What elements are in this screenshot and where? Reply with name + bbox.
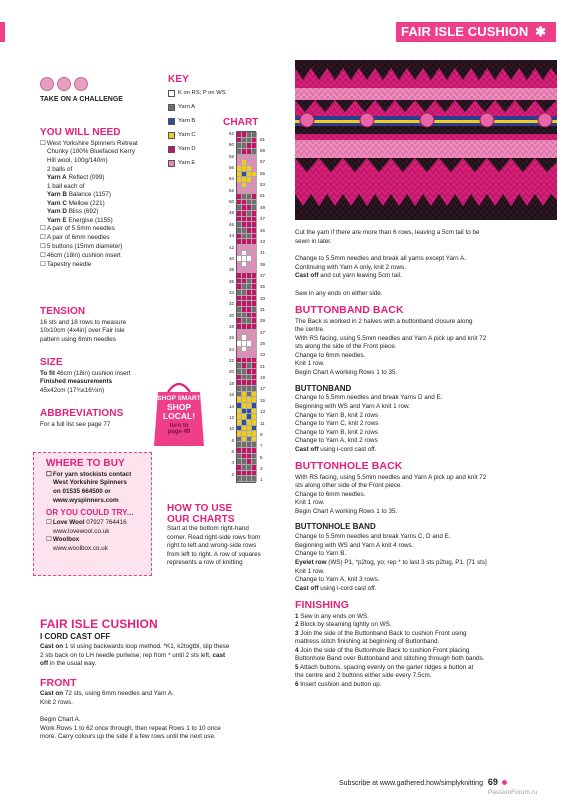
chart-row-number: 38	[228, 267, 234, 273]
knitted-fabric-image	[295, 60, 557, 220]
yarn-detail: Mellow (221)	[66, 199, 105, 207]
body-line: Change to 5.5mm needles and break Yarns C, D and E.	[295, 533, 451, 541]
body-line: Change to Yarn A, knit 2 rows	[295, 437, 378, 445]
finishing-step	[295, 647, 560, 656]
finishing-step	[295, 664, 560, 673]
step-number: 2	[295, 621, 299, 629]
yarn-name: Yarn C	[47, 199, 67, 207]
chart-row-number: 4	[231, 460, 234, 466]
step-text: Attach buttons, spacing evenly on the garter ridges a button at	[298, 663, 474, 671]
finishing-step	[295, 638, 560, 647]
stockist-line: on 01535 664500 or	[53, 487, 111, 495]
step-text: Join the side of the Buttonhole Back to cushion Front placing	[298, 646, 470, 654]
chart-row-numbers-right	[259, 131, 271, 483]
or-try-heading: OR YOU COULD TRY...	[46, 508, 134, 518]
body-line: Change to 6mm needles.	[295, 351, 366, 359]
chart-row-number: 49	[260, 204, 266, 210]
chart-row-number: 61	[260, 136, 266, 142]
chart-row-number: 32	[228, 301, 234, 307]
body-line: Cut the yarn if there are more than 6 rows, leaving a 5cm tail to be	[295, 229, 480, 236]
shop-phone: 07927 764416	[84, 518, 127, 526]
cast-on-label: Cast on	[40, 690, 64, 698]
body-line: Change to Yarn B, knit 2 rows	[295, 428, 379, 436]
shop-local-badge[interactable]	[150, 378, 208, 448]
abbreviations-section	[40, 407, 123, 429]
cast-on-label: Cast on	[40, 643, 64, 651]
materials-line: Chunky (100% Bluefaced Kerry	[47, 148, 135, 156]
chart-row-number: 47	[260, 216, 266, 222]
chart-row-number: 22	[228, 358, 234, 364]
cast-off-label: Cast off	[295, 272, 319, 280]
eyelet-label: Eyelet row	[295, 559, 327, 567]
knitting-chart	[236, 131, 256, 483]
yarn-ball-icon	[74, 77, 88, 91]
yarn-detail: Reflect (099)	[66, 174, 105, 182]
tension-line: pattern using 6mm needles	[40, 335, 116, 343]
chart-row-number: 9	[260, 431, 263, 437]
finishing-step	[295, 681, 560, 690]
chart-heading: CHART	[223, 117, 259, 128]
fit-label: To fit	[40, 369, 55, 377]
key-heading: KEY	[168, 74, 189, 85]
fit-text: 46cm (18in) cushion insert	[54, 369, 131, 377]
body-line: Begin Chart A working Rows 1 to 35.	[295, 507, 398, 515]
chart-row-number: 46	[228, 221, 234, 227]
abbreviations-text: For a full list see page 77	[40, 420, 111, 428]
body-text: 72 sts, using 6mm needles and Yarn A.	[63, 690, 174, 698]
body-line: The Back is worked in 2 halves with a buttonband closure along	[295, 317, 473, 325]
body-line: sts along other side of the Front piece.	[295, 482, 403, 490]
key-label: Yarn B	[178, 117, 196, 124]
key-swatch	[168, 146, 175, 153]
body-line: Sew in any ends on either side.	[295, 289, 383, 297]
page-title: FAIR ISLE CUSHION	[401, 24, 529, 39]
challenge-label: TAKE ON A CHALLENGE	[40, 96, 123, 103]
materials-item: ☐ Tapestry needle	[40, 261, 165, 270]
yarn-line	[40, 174, 165, 183]
how-to-use-line: right to left and wrong-side rows	[167, 542, 257, 550]
step-text: the centre and 2 buttons either side every 7.5cm.	[295, 672, 432, 680]
where-to-buy-heading: WHERE TO BUY	[46, 458, 125, 469]
chart-row-number: 54	[228, 176, 234, 182]
chart-row-number: 28	[228, 324, 234, 330]
shop-name: Woolbox	[52, 536, 80, 544]
dot-icon	[502, 780, 507, 785]
body-line: Knit 1 row.	[295, 499, 325, 507]
body-line: Change to 5.5mm needles and break all yarns except Yarn A.	[295, 255, 466, 263]
chart-row-number: 15	[260, 397, 266, 403]
finishing-list	[295, 613, 560, 690]
chart-row-number: 10	[228, 426, 234, 432]
finished-value: 45x42cm (17¾x16½in)	[40, 386, 105, 394]
how-to-use-line: represents a row of knitting	[167, 559, 243, 567]
chart-row-number: 34	[228, 289, 234, 295]
chart-row-number: 7	[260, 443, 263, 449]
materials-item: ☐ A pair of 5.5mm needles	[40, 225, 165, 234]
shop-link[interactable]: www.lovewool.co.uk	[53, 527, 110, 535]
shop-line4: turn to	[169, 422, 189, 429]
buttonband-back-heading: BUTTONBAND BACK	[295, 304, 404, 317]
yarn-ball-icon	[57, 77, 71, 91]
subscribe-link[interactable]: Subscribe at www.gathered.how/simplyknitting	[339, 780, 483, 787]
chart-row-number: 25	[260, 341, 266, 347]
key-swatch	[168, 118, 175, 125]
materials-item: ☐ 5 buttons (15mm diameter)	[40, 243, 165, 252]
chart-row-number: 24	[228, 346, 234, 352]
stockist-link[interactable]: www.wyspinners.com	[53, 496, 119, 504]
chart-row-number: 30	[228, 312, 234, 318]
step-text: Block by steaming lightly on WS.	[298, 621, 392, 629]
yarn-name: Yarn D	[47, 208, 67, 216]
step-number: 3	[295, 629, 299, 637]
key-label: Yarn C	[178, 131, 196, 138]
finishing-step	[295, 613, 560, 622]
main-pattern-section	[40, 616, 285, 742]
chart-row-number: 21	[260, 363, 266, 369]
size-section	[40, 356, 131, 395]
difficulty-rating	[40, 77, 91, 95]
finishing-step	[295, 672, 560, 681]
step-number: 5	[295, 663, 299, 671]
chart-row-number: 37	[260, 272, 266, 278]
body-line: the centre.	[295, 326, 325, 334]
cast-off-label: Cast off	[295, 445, 319, 453]
how-to-use-heading: OUR CHARTS	[167, 514, 235, 525]
cushion-photo	[295, 60, 557, 220]
chart-row-number: 36	[228, 278, 234, 284]
body-line: With RS facing, using 5.5mm needles and Yarn A pick up and knit 72	[295, 473, 487, 481]
chart-row-number: 27	[260, 329, 266, 335]
chart-row-number: 43	[260, 238, 266, 244]
chart-row-numbers-left	[220, 131, 234, 483]
finishing-step	[295, 630, 560, 639]
materials-item: ☐ A pair of 6mm needles	[40, 234, 165, 243]
materials-line: 2 balls of	[47, 165, 73, 173]
chart-row-number: 17	[260, 386, 266, 392]
body-line: Work Rows 1 to 62 once through, then repeat Rows 1 to 10 once	[40, 724, 221, 732]
key-swatch	[168, 90, 175, 97]
key-swatch	[168, 160, 175, 167]
body-text: using i-cord cast off.	[318, 445, 377, 453]
chart-row-number: 14	[228, 403, 234, 409]
finishing-step	[295, 655, 560, 664]
tension-section	[40, 305, 126, 344]
step-text: Sew in any ends on WS.	[298, 612, 369, 620]
yarn-detail: 1 ball each of	[47, 182, 85, 190]
chart-row-number: 33	[260, 295, 266, 301]
chart-row-number: 23	[260, 352, 266, 358]
key-label: Yarn E	[178, 159, 196, 166]
chart-row-number: 40	[228, 255, 234, 261]
chart-row-number: 16	[228, 392, 234, 398]
key-label: Yarn D	[178, 145, 196, 152]
body-text: (WS) P1, *p2tog, yo; rep * to last 3 sts p2tog, P1. [71 sts]	[326, 559, 487, 567]
chart-cell	[252, 476, 257, 482]
shop-name: Love Wool	[52, 518, 85, 526]
chart-row-number: 31	[260, 307, 266, 312]
body-text: using i-cord cast off.	[318, 584, 377, 592]
chart-row-number: 11	[260, 420, 265, 426]
step-text: Join the side of the Buttonband Back to cushion Front using	[298, 629, 467, 637]
step-text: mattress stitch finishing at beginning of Buttonband.	[295, 638, 440, 646]
shop-line5: page 49	[167, 428, 191, 435]
body-line: With RS facing, using 5.5mm needles and Yarn A pick up and knit 72	[295, 334, 487, 342]
yarn-ball-icon	[40, 77, 54, 91]
body-line: Change to 5.5mm needles and break Yarns D and E.	[295, 394, 443, 402]
chart-row-number: 57	[260, 159, 266, 165]
chart-row-number: 55	[260, 170, 266, 176]
yarn-detail: Energise (1155)	[66, 216, 113, 224]
chart-row-number: 51	[260, 193, 266, 199]
flower-icon: ✱	[535, 24, 547, 39]
tension-line: 16 sts and 18 rows to measure	[40, 318, 127, 326]
body-text: in the usual way.	[48, 660, 97, 668]
tension-line: 10x10cm (4x4in) over Fair Isle	[40, 327, 125, 335]
chart-row-number: 12	[228, 414, 234, 420]
shop-line1: SHOP SMART	[157, 395, 201, 402]
key-swatch	[168, 104, 175, 111]
body-text: and cut yarn leaving 5cm tail.	[318, 272, 402, 280]
page-number: 69	[487, 777, 498, 787]
materials-line: Hill wool, 100g/140m)	[47, 156, 108, 164]
chart-row-number: 29	[260, 318, 266, 324]
chart-row-number: 42	[228, 244, 234, 250]
body-line: Beginning with WS and Yarn A knit 1 row.	[295, 403, 410, 411]
chart-row-number: 45	[260, 227, 266, 233]
abbreviations-heading: ABBREVIATIONS	[40, 408, 124, 419]
body-line: Change to Yarn B, knit 2 rows	[295, 411, 379, 419]
off-label: off	[40, 660, 49, 668]
header-accent-bar	[0, 22, 5, 42]
buttonhole-band-heading: BUTTONHOLE BAND	[295, 522, 376, 532]
body-text: 1 st using backwards loop method. *K1, k2togtbl, slip these	[63, 643, 230, 651]
key-list	[168, 87, 226, 171]
chart-row-number: 52	[228, 187, 234, 193]
page-title-box	[396, 22, 556, 42]
where-to-buy-box	[33, 452, 152, 576]
chart-row-number: 1	[260, 477, 263, 483]
watermark: PassionForum.ru	[488, 789, 538, 796]
key-swatch	[168, 132, 175, 139]
materials-item: ☐ 46cm (18in) cushion insert	[40, 252, 165, 261]
chart-row-number: 18	[228, 380, 234, 386]
chart-row-number: 62	[228, 131, 234, 136]
key-item	[168, 157, 226, 171]
shop-line2: SHOP	[166, 401, 192, 412]
key-label: K on RS; P on WS	[178, 89, 226, 96]
front-heading: FRONT	[40, 676, 77, 689]
chart-row-number: 39	[260, 261, 266, 267]
step-number: 6	[295, 681, 299, 689]
chart-row-number: 20	[228, 369, 234, 375]
finished-label: Finished measurements	[40, 378, 113, 386]
materials-line: ☐ West Yorkshire Spinners Retreat	[40, 140, 165, 149]
body-line: Knit 2 rows.	[40, 698, 73, 706]
chart-row-number: 48	[228, 210, 234, 216]
yarn-line	[40, 183, 165, 192]
step-number: 1	[295, 612, 299, 620]
chart-row-number: 19	[260, 375, 266, 381]
footer	[339, 776, 507, 789]
yarn-line	[40, 191, 165, 200]
body-line: sts along the side of the Front piece.	[295, 343, 397, 351]
body-line: Begin Chart A.	[40, 716, 81, 724]
body-line: Beginning with WS and Yarn A knit 4 rows.	[295, 541, 414, 549]
step-text: Insert cushion and button up.	[298, 681, 382, 689]
you-will-need-heading: YOU WILL NEED	[40, 127, 121, 138]
buttonhole-back-heading: BUTTONHOLE BACK	[295, 460, 403, 473]
stockist-line: West Yorkshire Spinners	[53, 479, 127, 487]
key-item	[168, 87, 226, 101]
body-line: sewn in later.	[295, 237, 332, 245]
key-item	[168, 115, 226, 129]
chart-row-number: 3	[260, 465, 263, 471]
chart-row-number: 26	[228, 335, 234, 341]
how-to-use-line: corner. Read right-side rows from	[167, 533, 261, 541]
right-column	[295, 229, 560, 690]
key-item	[168, 143, 226, 157]
shop-link[interactable]: www.woolbox.co.uk	[53, 545, 108, 553]
yarn-line	[40, 208, 165, 217]
body-line: Knit 1 row.	[295, 360, 325, 368]
how-to-use-line: from left to right. A row of squares	[167, 550, 261, 558]
body-line: Change to Yarn B.	[295, 550, 347, 558]
chart-row-number: 60	[228, 142, 234, 148]
chart-row-number: 53	[260, 182, 266, 188]
body-line: Knit 1 row.	[295, 567, 325, 575]
chart-row-number: 2	[231, 471, 234, 477]
buttonband-heading: BUTTONBAND	[295, 383, 352, 393]
step-text: Buttonhole Band over Buttonband and stitching through both bands.	[295, 655, 485, 663]
chart-row-number: 6	[231, 448, 234, 454]
step-number: 4	[295, 646, 299, 654]
yarn-name: Yarn A	[47, 174, 67, 182]
chart-row-number: 13	[260, 409, 266, 415]
stockist-line: ☐ For yarn stockists contact	[46, 471, 145, 480]
how-to-use-line: Start at the bottom right-hand	[167, 525, 249, 532]
body-line: Change to Yarn A, knit 3 rows.	[295, 576, 380, 584]
key-item	[168, 101, 226, 115]
main-title: FAIR ISLE CUSHION	[40, 617, 158, 631]
yarn-detail: Bliss (692)	[66, 208, 99, 216]
body-line: Begin Chart A working Rows 1 to 35.	[295, 369, 398, 377]
key-item	[168, 129, 226, 143]
key-label: Yarn A	[178, 103, 195, 110]
chart-row-number: 59	[260, 148, 266, 154]
how-to-use-heading: HOW TO USE	[167, 503, 233, 514]
chart-row-number: 58	[228, 153, 234, 159]
body-text: 2 sts back on to LH needle purlwise; rep from * until 2 sts left,	[40, 651, 213, 659]
yarn-detail: Balance (1157)	[66, 191, 111, 199]
main-subtitle: I CORD CAST OFF	[40, 632, 111, 642]
key-section	[168, 73, 226, 171]
size-heading: SIZE	[40, 357, 63, 368]
chart-row-number: 5	[260, 454, 263, 460]
body-line: more. Carry colours up the side if a few rows until the next use.	[40, 733, 216, 741]
you-will-need-section	[40, 126, 165, 270]
body-line: Change to Yarn C, knit 2 rows	[295, 420, 379, 428]
chart-row-number: 50	[228, 199, 234, 205]
yarn-line	[40, 200, 165, 209]
finishing-step	[295, 621, 560, 630]
yarn-name: Yarn E	[47, 216, 67, 224]
how-to-use-section	[167, 503, 287, 568]
chart-row-number: 35	[260, 284, 266, 290]
body-line: Change to 6mm needles.	[295, 490, 366, 498]
chart-row-number: 44	[228, 233, 234, 239]
finishing-heading: FINISHING	[295, 599, 349, 612]
cast-off-label: Cast off	[295, 584, 319, 592]
shop-line3: LOCAL!	[162, 410, 196, 421]
tension-heading: TENSION	[40, 306, 86, 317]
cast-label: cast	[212, 651, 226, 659]
chart-row-number: 8	[231, 437, 234, 443]
yarn-name: Yarn B	[47, 191, 67, 199]
chart-row-number: 56	[228, 165, 234, 171]
chart-row-number: 41	[260, 250, 266, 256]
body-line: Continuing with Yarn A only, knit 2 rows.	[295, 263, 406, 271]
